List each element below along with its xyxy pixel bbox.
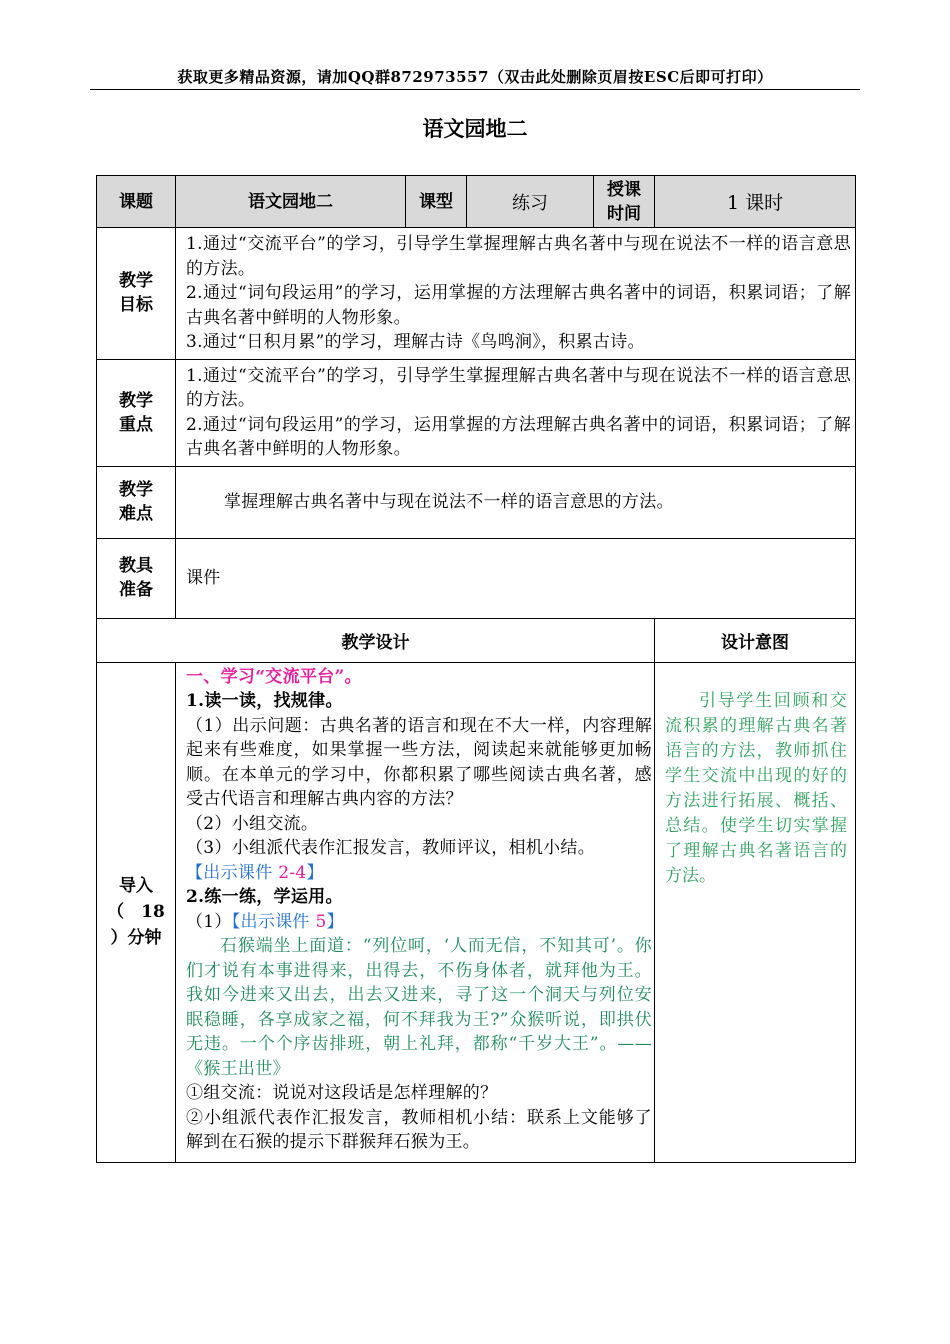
time-label-line-1: 授课 — [607, 179, 641, 200]
key-point-item: 2.通过“词句段运用”的学习，运用掌握的方法理解古典名著中的词语，积累词语；了解古典名著中鲜明的人物形象。 — [186, 414, 852, 459]
key-points-label-line-2: 重点 — [119, 414, 153, 435]
step1-discussion: （2）小组交流。 — [186, 813, 319, 834]
topic-value: 语文园地二 — [176, 176, 406, 228]
difficulty-text: 掌握理解古典名著中与现在说法不一样的语言意思的方法。 — [176, 466, 856, 538]
courseware-ref-2-num: 5 — [315, 911, 327, 932]
time-value: 1 课时 — [655, 176, 856, 228]
goals-content — [176, 228, 856, 360]
type-label: 课型 — [406, 176, 467, 228]
phase-label-line-2: （ 18 — [107, 902, 165, 922]
difficulty-label-line-1: 教学 — [119, 480, 153, 500]
design-intent — [655, 662, 856, 1162]
courseware-ref-1-num: 2-4 — [278, 862, 307, 883]
time-label — [594, 176, 655, 228]
courseware-ref-1[interactable] — [186, 861, 652, 886]
goal-item: 1.通过“交流平台”的学习，引导学生掌握理解古典名著中与现在说法不一样的语言意思的方法。 — [186, 234, 852, 279]
design-content — [176, 662, 655, 1162]
task-2: ②小组派代表作汇报发言，教师相机小结：联系上文能够了解到在石猴的提示下群猴拜石猴为王。 — [186, 1107, 652, 1152]
courseware-ref-2-close: 】 — [326, 911, 344, 932]
step1-question: （1）出示问题：古典名著的语言和现在不大一样，内容理解起来有些难度，如果掌握一些方法，阅读起来就能够更加畅顺。在本单元的学习中，你都积累了哪些阅读古典名著，感受古代语言和理解古典内容的方法？ — [186, 715, 652, 809]
materials-label — [97, 538, 176, 618]
difficulty-label — [97, 466, 176, 538]
phase-label-line-1: 导入 — [119, 876, 153, 896]
time-label-line-2: 时间 — [607, 203, 641, 224]
design-intent-text: 引导学生回顾和交流积累的理解古典名著语言的方法，教师抓住学生交流中出现的好的方法进行拓展、概括、总结。使学生切实掌握了理解古典名著语言的方法。 — [665, 690, 848, 886]
lesson-plan-table — [96, 175, 856, 1163]
key-points-label-line-1: 教学 — [119, 390, 153, 411]
goals-row — [97, 228, 856, 360]
materials-text: 课件 — [176, 538, 856, 618]
phase-label — [97, 662, 176, 1162]
key-points-content — [176, 359, 856, 466]
section-title: 一、学习“交流平台”。 — [186, 666, 362, 687]
key-points-row — [97, 359, 856, 466]
goals-label-line-2: 目标 — [119, 295, 153, 316]
courseware-ref-1-close: 】 — [306, 862, 324, 883]
phase-label-line-3: ）分钟 — [110, 928, 162, 948]
info-row — [97, 176, 856, 228]
design-header-row — [97, 618, 856, 662]
step2-title: 2.练一练，学运用。 — [186, 887, 343, 907]
page-header-note[interactable]: 获取更多精品资源，请加QQ群872973557（双击此处删除页眉按ESC后即可打印） — [177, 68, 773, 86]
design-header-left: 教学设计 — [97, 618, 655, 662]
difficulty-row — [97, 466, 856, 538]
materials-row — [97, 538, 856, 618]
step2-item-1 — [186, 910, 652, 935]
goals-label — [97, 228, 176, 360]
design-body-row — [97, 662, 856, 1162]
task-1: ①组交流：说说对这段话是怎样理解的？ — [186, 1083, 498, 1103]
passage-quote: 石猴端坐上面道：“列位呵，‘人而无信，不知其可’。你们才说有本事进得来，出得去，不伤身体者，就拜他为王。我如今进来又出去，出去又进来，寻了这一个洞天与列位安眠稳睡，各享成家之福，何不拜我为王?”众猴听说，即拱伏无违。一个个序齿排班，朝上礼拜，都称“千岁大王”。——《猴王出世》 — [186, 936, 652, 1079]
topic-label: 课题 — [97, 176, 176, 228]
step1-title: 1.读一读，找规律。 — [186, 691, 343, 711]
courseware-ref-1-open: 【出示课件 — [186, 862, 279, 883]
key-points-label — [97, 359, 176, 466]
difficulty-label-line-2: 难点 — [119, 504, 153, 524]
goal-item: 3.通过“日积月累”的学习，理解古诗《鸟鸣涧》，积累古诗。 — [186, 332, 645, 352]
step1-report: （3）小组派代表作汇报发言，教师评议，相机小结。 — [186, 838, 596, 858]
page-title: 语文园地二 — [422, 116, 528, 141]
goals-label-line-1: 教学 — [119, 271, 153, 292]
courseware-ref-2-open[interactable]: 【出示课件 — [231, 911, 316, 932]
step2-item-1-num: （1） — [186, 911, 232, 932]
type-value: 练习 — [467, 176, 594, 228]
materials-label-line-2: 准备 — [119, 580, 153, 600]
header-divider — [90, 89, 860, 90]
goal-item: 2.通过“词句段运用”的学习，运用掌握的方法理解古典名著中的词语，积累词语；了解古典名著中鲜明的人物形象。 — [186, 283, 852, 328]
key-point-item: 1.通过“交流平台”的学习，引导学生掌握理解古典名著中与现在说法不一样的语言意思的方法。 — [186, 365, 852, 410]
materials-label-line-1: 教具 — [119, 556, 153, 576]
design-header-right: 设计意图 — [655, 618, 856, 662]
